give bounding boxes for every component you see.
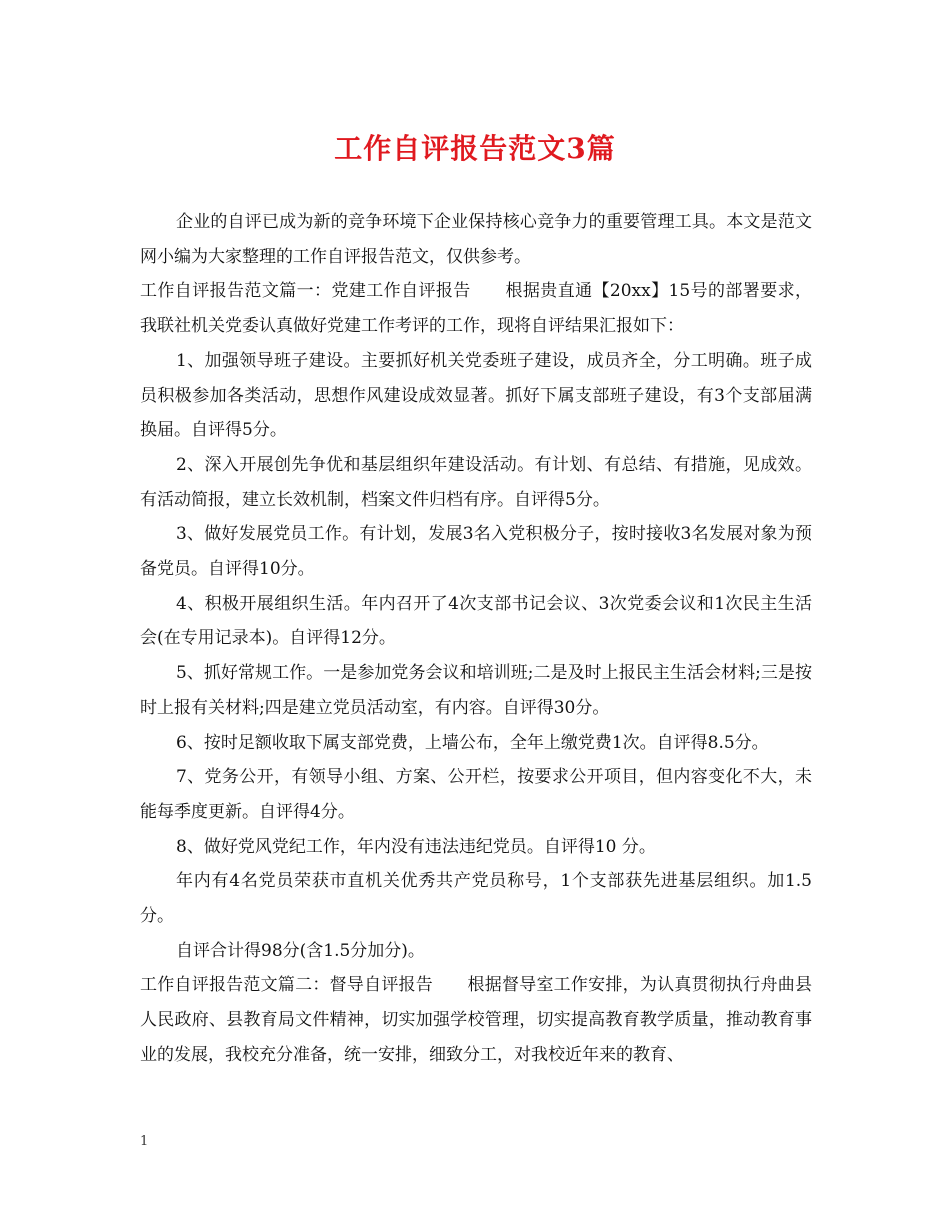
paragraph-item-4: 4、积极开展组织生活。年内召开了4次支部书记会议、3次党委会议和1次民主生活会(在专用记录本)。自评得12分。: [140, 593, 812, 649]
page-number: 1: [140, 1134, 149, 1149]
paragraph-article-one-heading: 工作自评报告范文篇一：党建工作自评报告 根据贵直通【20xx】15号的部署要求，我联社机关党委认真做好党建工作考评的工作，现将自评结果汇报如下：: [140, 281, 812, 337]
paragraph-item-7: 7、党务公开，有领导小组、方案、公开栏，按要求公开项目，但内容变化不大，未能每季度更新。自评得4分。: [140, 767, 812, 822]
paragraph-item-3: 3、做好发展党员工作。有计划，发展3名入党积极分子，按时接收3名发展对象为预备党员。自评得10分。: [140, 524, 812, 580]
paragraph-item-5: 5、抓好常规工作。一是参加党务会议和培训班;二是及时上报民主生活会材料;三是按时上报有关材料;四是建立党员活动室，有内容。自评得30分。: [140, 663, 812, 718]
paragraph-item-8: 8、做好党风党纪工作，年内没有违法违纪党员。自评得10 分。: [176, 836, 656, 857]
paragraph-item-6: 6、按时足额收取下属支部党费，上墙公布，全年上缴党费1次。自评得8.5分。: [176, 732, 769, 753]
document-title: 工作自评报告范文3篇: [334, 132, 616, 165]
paragraph-total: 自评合计得98分(含1.5分加分)。: [176, 940, 425, 961]
paragraph-bonus: 年内有4名党员荣获市直机关优秀共产党员称号，1个支部获先进基层组织。加1.5分。: [140, 871, 812, 927]
paragraph-intro: 企业的自评已成为新的竞争环境下企业保持核心竞争力的重要管理工具。本文是范文网小编为大家整理的工作自评报告范文，仅供参考。: [140, 212, 812, 267]
paragraph-article-two-heading: 工作自评报告范文篇二：督导自评报告 根据督导室工作安排，为认真贯彻执行舟曲县人民政府、县教育局文件精神，切实加强学校管理，切实提高教育教学质量，推动教育事业的发展，我校充分准备，统一安排，细致分工，对我校近年来的教育、: [140, 975, 812, 1065]
paragraph-item-2: 2、深入开展创先争优和基层组织年建设活动。有计划、有总结、有措施，见成效。有活动简报，建立长效机制，档案文件归档有序。自评得5分。: [140, 454, 812, 510]
document-body: [140, 205, 812, 1073]
paragraph-item-1: 1、加强领导班子建设。主要抓好机关党委班子建设，成员齐全，分工明确。班子成员积极参加各类活动，思想作风建设成效显著。抓好下属支部班子建设，有3个支部届满换届。自评得5分。: [140, 350, 812, 441]
